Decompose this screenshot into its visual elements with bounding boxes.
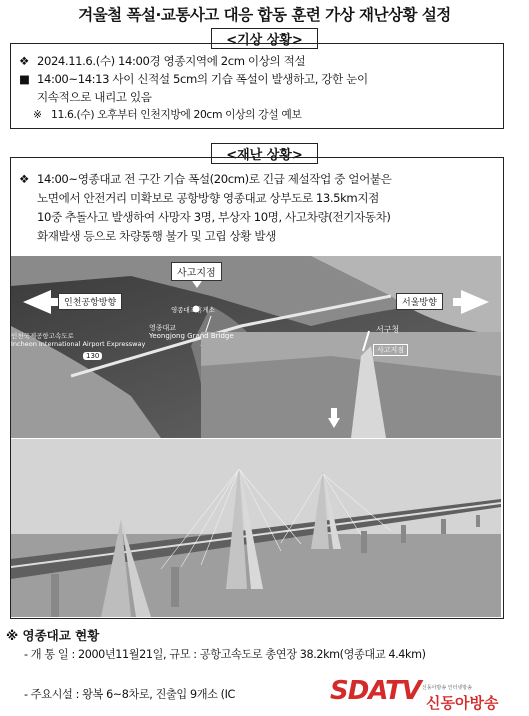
inset-accident-label: 사고지점 bbox=[373, 344, 408, 356]
weather-line-2: ■ 14:00~14:13 사이 신적설 5cm의 기습 폭설이 발생하고, 강한 눈이 bbox=[19, 72, 368, 86]
weather-heading: <기상 상황> bbox=[0, 28, 529, 49]
weather-box bbox=[10, 43, 504, 129]
disaster-line-4: 화재발생 등으로 차량통행 불가 및 고립 상황 발생 bbox=[37, 229, 276, 243]
seoul-direction-label: 서울방향 bbox=[396, 293, 443, 310]
rest-area-label: 영종대교휴게소 bbox=[171, 306, 215, 314]
disaster-heading: <재난 상황> bbox=[0, 143, 529, 164]
bridge-label: 영종대교 Yeongjong Grand Bridge bbox=[149, 324, 234, 340]
incheon-airport-direction-label: 인천공항방향 bbox=[58, 293, 122, 310]
logo-tagline: 신동아방송 인터넷방송 bbox=[422, 685, 472, 691]
weather-line-1: ❖ 2024.11.6.(수) 14:00경 영종지역에 2cm 이상의 적설 bbox=[19, 54, 306, 68]
logo-brand-name: 신동아방송 bbox=[426, 694, 499, 712]
sdatv-logo bbox=[330, 676, 526, 714]
bridge-facilities-info: - 주요시설 : 왕복 6~8차로, 진출입 9개소 (IC bbox=[24, 688, 235, 701]
disaster-line-1: ❖ 14:00~영종대교 전 구간 기습 폭설(20cm)로 긴급 제설작업 중 얼어붙은 bbox=[19, 172, 392, 186]
route-shield-icon: 130 bbox=[83, 352, 102, 360]
disaster-line-3: 10중 추돌사고 발생하여 사망자 3명, 부상자 10명, 사고차량(전기자동차) bbox=[37, 210, 391, 224]
bridge-photo-graphic bbox=[11, 439, 501, 617]
bridge-opening-info: - 개 통 일 : 2000년11월21일, 규모 : 공항고속도로 총연장 38.2km(영종대교 4.4km) bbox=[24, 648, 426, 661]
district-label: 서구청 bbox=[376, 325, 400, 334]
disaster-line-2: 노면에서 안전거리 미확보로 공항방향 영종대교 상부도로 13.5km지점 bbox=[37, 191, 379, 205]
expressway-label: 인천국제공항고속도로 Incheon International Airport Expressway bbox=[11, 332, 146, 348]
weather-note: ※ 11.6.(수) 오후부터 인천지방에 20cm 이상의 강설 예보 bbox=[33, 108, 302, 121]
page-title: 겨울철 폭설·교통사고 대응 합동 훈련 가상 재난상황 설정 bbox=[78, 6, 451, 24]
sdatv-logo-mark: SDATV bbox=[330, 676, 421, 706]
bridge-photo bbox=[11, 439, 501, 617]
bridge-status-heading: ※ 영종대교 현황 bbox=[6, 628, 100, 643]
aerial-map-image bbox=[11, 256, 501, 438]
weather-line-3: 지속적으로 내리고 있음 bbox=[37, 90, 152, 104]
accident-point-label: 사고지점 bbox=[171, 262, 222, 281]
